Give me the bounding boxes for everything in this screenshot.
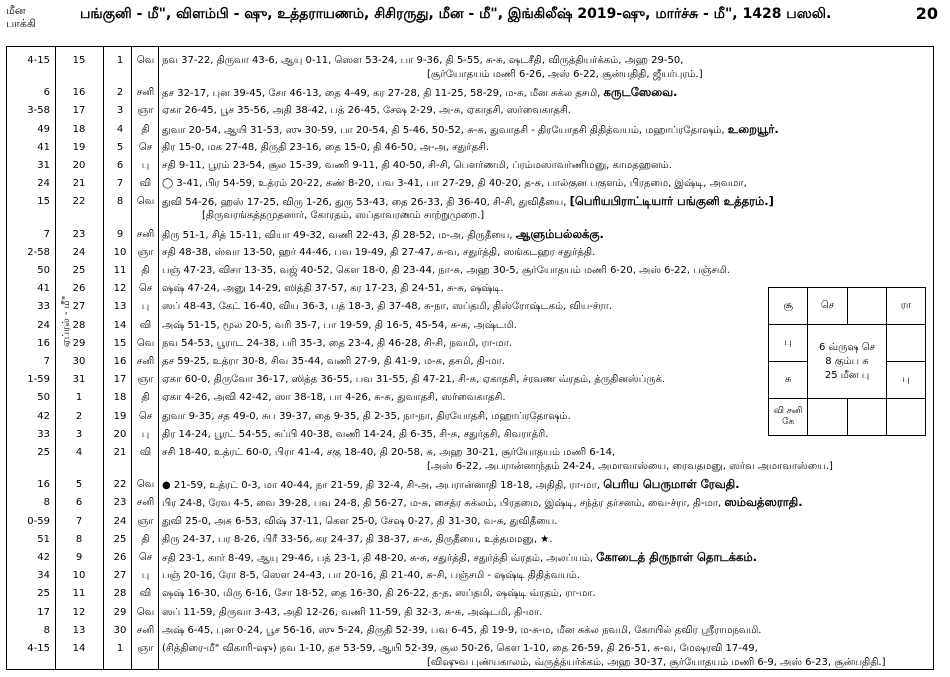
panchang-text: சசி 18-40, உத்ரட் 60-0, பிரா 41-4, சகு 18-40, தி 20-58, சு, அஹ 30-21, சூர்யோதயம் மணி 6-14, — [162, 447, 616, 458]
weekday-cell: வெ — [136, 196, 155, 208]
english-date-cell: 13 — [72, 624, 86, 636]
weekday-cell: சனி — [136, 624, 155, 636]
tamil-date-cell: 2 — [116, 87, 124, 99]
highlight-text: ஆளும்பல்லக்கு. — [515, 226, 604, 241]
mina-baki-cell: 25 — [37, 447, 50, 458]
mina-baki-cell: 8 — [43, 497, 50, 509]
panchang-text: துவி 25-0, அசு 6-53, விஷ் 37-11, கௌ 25-0, சேஷ 0-27, தி 31-30, வ-சு, துவிதீயை. — [162, 515, 558, 527]
row-note: [சூர்யோதயம் மணி 6-26, அஸ் 6-22, சூன்யதிதி, ஜீயர்புரம்.] — [427, 69, 703, 80]
weekday-cell: வெ — [136, 337, 155, 349]
weekday-cell: தி — [141, 123, 150, 135]
tamil-date-cell: 7 — [116, 178, 124, 190]
tamil-date-cell: 1 — [116, 643, 124, 654]
weekday-cell: வெ — [136, 606, 155, 618]
weekday-cell: பு — [141, 160, 150, 171]
tamil-date-cell: 13 — [113, 301, 127, 313]
page-number: 20 — [915, 4, 938, 23]
english-date-cell: 23 — [72, 228, 86, 240]
rasi-cell: செ — [808, 288, 847, 325]
mina-baki-cell: 42 — [37, 552, 50, 563]
tamil-date-cell: 18 — [113, 392, 127, 404]
weekday-cell: வெ — [136, 55, 155, 66]
row-note: [அஸ் 6-22, அபரான்னாந்தம் 24-24, அமாவாஸ்யை, ரைவதமனு, ஸர்வ அமாவாஸ்யை.] — [427, 461, 833, 472]
weekday-cell: சனி — [136, 497, 155, 509]
panchang-text: ஏகா 60-0, திருவோ 36-17, ஸித்த 36-55, பவ 31-55, தி 47-21, சி-சு, ஏகாதசி, ச்ரவண வ்ரதம், த்ருதினஸ்ப்ருக். — [162, 374, 666, 386]
tamil-date-cell: 25 — [113, 533, 127, 545]
header-left — [6, 4, 66, 30]
highlight-text: கருடஸேவை. — [603, 85, 678, 100]
weekday-cell: சனி — [136, 87, 155, 99]
panchang-text: ◯ 3-41, பிர 54-59, உத்ரம் 20-22, கண் 8-20, பவ 3-41, பா 27-29, தி 40-20, த-சு, பால்குன பகுளம், பிரதமை, இஷ்டி, அவமா, — [162, 178, 747, 190]
panchang-text: ஸப் 48-43, கேட் 16-40, விய 36-3, பத் 18-3, தி 37-48, சு-நா, ஸப்தமி, திஸ்ரோஷ்டகம், விய-ச்ரா. — [162, 301, 613, 313]
english-date-cell: 14 — [72, 643, 86, 654]
header-left-line1: மீன — [6, 4, 26, 17]
mina-baki-cell: 16 — [37, 479, 50, 491]
weekday-cell: ஞா — [137, 374, 154, 386]
english-date-cell: 27 — [72, 301, 86, 313]
weekday-cell: வி — [139, 319, 152, 331]
english-date-cell: 18 — [72, 123, 86, 135]
mina-baki-cell: 50 — [37, 265, 50, 276]
english-date-cell: 5 — [75, 479, 83, 491]
mina-baki-cell: 25 — [37, 588, 50, 600]
panchang-text: நவ 37-22, திருவா 43-6, ஆயு 0-11, ஸெள 53-24, பா 9-36, தி 5-55, சு-சு, ஷடசீதி, விருத்தியர்க்கம், அஹ 29-50, — [162, 55, 684, 66]
header-left-line2: பாக்கி — [6, 17, 36, 30]
panchang-text: (சித்திரை-மீ" விகாரி-ஷு) நவ 1-10, தச 53-59, ஆயி 52-39, சூல 50-26, கௌ 1-10, தை 26-59, தி 26-51, சு-வ, மேஷரவி 17-49, — [162, 643, 758, 654]
mina-baki-cell: 41 — [37, 141, 50, 153]
panchang-main-text: துவா 20-54, ஆயி 31-53, ஸு 30-59, பா 20-54, தி 5-46, 50-52, சு-சு, துவாதசி - திரயோதசி திதித்வயம், மஹாப்ரதோஷம், — [162, 124, 725, 136]
panchang-text: சதி 9-11, பூரம் 23-54, சூல 15-39, வணி 9-11, தி 40-50, சி-சி, பௌர்ணமி, ப்ரம்மஸாவர்ணிமனு, காமதஹனம். — [162, 160, 672, 171]
panchang-text: ஷஷ் 16-30, மிரு 6-16, சோ 18-52, தை 16-30, தி 26-22, த-த, ஸப்தமி, ஷஷ்டி வ்ரதம், ரா-மா. — [162, 588, 596, 600]
panchang-text: திரு 24-37, பர 8-26, பிரீ 33-56, கர 24-37, தி 38-37, சு-சு, திருதீயை, உத்தமமனு, ★. — [162, 533, 553, 545]
weekday-cell: செ — [138, 410, 153, 422]
mina-baki-cell: 3-58 — [27, 105, 50, 117]
rasi-center-line: 6 வ்ருஷ செ — [819, 341, 876, 353]
weekday-cell: பு — [141, 570, 150, 582]
mina-baki-cell: 41 — [37, 283, 50, 295]
mina-baki-cell: 50 — [37, 392, 50, 404]
english-date-cell: 25 — [72, 265, 86, 276]
panchang-text: ஏகா 4-26, அவி 42-42, ஸா 38-18, பா 4-26, சு-சு, துவாதசி, ஸர்வைகாதசி. — [162, 392, 506, 404]
weekday-cell: செ — [138, 283, 153, 295]
tamil-date-cell: 4 — [116, 123, 124, 135]
panchang-text: சதி 48-38, ஸ்வா 13-50, ஹர் 44-46, பவ 19-49, தி 27-47, சு-வ, சதுர்த்தி, ஸங்கடஹர சதுர்த்தி. — [162, 246, 596, 258]
rasi-cell — [886, 325, 925, 362]
panchang-main-text: தச 32-17, புன 39-45, சோ 46-13, தை 4-49, கர 27-28, தி 11-25, 58-29, ம-சு, மீன சுக்ல தசமி, — [162, 88, 601, 100]
weekday-cell: வி — [139, 588, 152, 600]
mina-baki-cell: 7 — [43, 356, 50, 367]
highlight-text: பெரிய பெருமாள் ரேவதி. — [603, 477, 740, 492]
panchang-text: அஷ் 6-45, புன 0-24, பூச 56-16, ஸு 5-24, திருதி 52-39, பவ 6-45, தி 19-9, ம-சு-ம, மீன சுக்ல நவமி, கோயில் தவிர ஸ்ரீராமநவமி. — [162, 624, 762, 636]
english-date-cell: 20 — [72, 160, 86, 171]
english-date-cell: 28 — [72, 319, 86, 331]
mina-baki-cell: 42 — [37, 410, 50, 422]
tamil-date-cell: 15 — [113, 337, 127, 349]
weekday-cell: தி — [141, 533, 150, 545]
weekday-cell: வி — [139, 447, 152, 458]
english-date-cell: 10 — [72, 570, 86, 582]
english-date-cell: 17 — [72, 105, 86, 117]
tamil-date-cell: 23 — [113, 497, 127, 509]
tamil-date-cell: 16 — [113, 356, 127, 367]
weekday-cell: சனி — [136, 356, 155, 367]
weekday-cell: ஞா — [137, 246, 154, 258]
panchang-text: திர 15-0, மக 27-48, திருதி 23-16, தை 15-0, தி 46-50, அ-அ, சதுர்தசி. — [162, 141, 490, 153]
mina-baki-cell: 8 — [43, 624, 50, 636]
tamil-date-cell: 6 — [116, 160, 124, 171]
calendar-table — [6, 46, 934, 670]
tamil-date-cell: 28 — [113, 588, 127, 600]
row-note: [விஷுவ புண்யகாலம், வ்ருத்த்யர்க்கம், அஹ 30-37, சூர்யோதயம் மணி 6-9, அஸ் 6-23, சூன்யதிதி.] — [427, 657, 886, 668]
rasi-cell: பு — [769, 325, 808, 362]
english-date-cell: 11 — [72, 588, 86, 600]
weekday-cell: சனி — [136, 228, 155, 240]
highlight-text: ஸம்வத்ஸராதி. — [724, 495, 803, 510]
english-date-cell: 29 — [72, 337, 86, 349]
tamil-date-cell: 20 — [113, 428, 127, 440]
panchang-text: பஞ் 20-16, ரோ 8-5, ஸெள 24-43, பா 20-16, தி 21-40, சு-சி, பஞ்சமி - ஷஷ்டி திதித்வயம். — [162, 570, 580, 582]
panchang-text: ஏகா 26-45, பூச 35-56, அதி 38-42, பத் 26-45, சேஷ 2-29, அ-சு, ஏகாதசி, ஸர்வைகாதசி. — [162, 105, 571, 117]
weekday-cell: தி — [141, 392, 150, 404]
tamil-date-cell: 27 — [113, 570, 127, 582]
mina-baki-cell: 31 — [37, 160, 50, 171]
tamil-date-cell: 14 — [113, 319, 127, 331]
mina-baki-cell: 34 — [37, 570, 50, 582]
english-date-cell: 4 — [75, 447, 83, 458]
panchang-text: தச 59-25, உத்ரா 30-8, சிவ 35-44, வணி 27-9, தி 41-9, ம-சு, தசமி, தி-மா. — [162, 356, 505, 367]
mina-baki-cell: 6 — [43, 87, 50, 99]
mina-baki-cell: 17 — [37, 606, 50, 618]
highlight-text: உறையூர். — [727, 121, 779, 136]
highlight-text: கோடைத் திருநாள் தொடக்கம். — [596, 550, 757, 564]
weekday-cell: ஞா — [137, 105, 154, 117]
weekday-cell: தி — [141, 265, 150, 276]
english-date-cell: 8 — [75, 533, 83, 545]
rasi-cell: பு — [886, 362, 925, 399]
tamil-date-cell: 29 — [113, 606, 127, 618]
page-title: பங்குனி - மீ", விளம்பி - ஷு, உத்தராயணம், சிசிரருது, மீன - மீ", இங்கிலீஷ் 2019-ஷு, மார்ச்சு - மீ", 1428 பஸலி. — [80, 6, 832, 22]
tamil-date-cell: 3 — [116, 105, 124, 117]
panchang-text: ஷஷ் 47-24, அனு 14-29, ஸித்தி 37-57, கர 17-23, தி 24-51, சு-சு, ஷஷ்டி. — [162, 283, 504, 295]
english-date-cell: 31 — [72, 374, 86, 386]
weekday-cell: பு — [141, 301, 150, 313]
mina-baki-cell: 24 — [37, 319, 50, 331]
english-date-cell: 24 — [72, 246, 86, 258]
weekday-cell: ஞா — [137, 515, 154, 527]
mina-baki-cell: 24 — [37, 178, 50, 190]
mina-baki-cell: 16 — [37, 337, 50, 349]
mina-baki-cell: 33 — [37, 428, 50, 440]
rasi-cell: வி சனி கே — [769, 399, 808, 436]
english-date-cell: 3 — [75, 428, 83, 440]
english-date-cell: 12 — [72, 606, 86, 618]
panchang-main-text: ● 21-59, உத்ரட் 0-3, மா 40-44, நா 21-59, தி 32-4, சி-அ, அபரான்னாதி 18-18, அதிதி, ரா-மா, — [162, 480, 600, 492]
panchang-text: அஷ் 51-15, மூல 20-5, வரி 35-7, பா 19-59, தி 16-5, 45-54, சு-சு, அஷ்டமி. — [162, 319, 517, 331]
rasi-center-line: 8 கும்ப சு — [825, 355, 869, 367]
tamil-date-cell: 11 — [113, 265, 127, 276]
tamil-date-cell: 17 — [113, 374, 127, 386]
tamil-date-cell: 26 — [113, 552, 127, 563]
rasi-center — [808, 325, 887, 399]
rasi-cell: சூ — [769, 288, 808, 325]
english-date-cell: 22 — [72, 196, 86, 208]
mina-baki-cell: 0-59 — [27, 515, 50, 527]
tamil-date-cell: 21 — [113, 447, 127, 458]
tamil-date-cell: 9 — [116, 228, 124, 240]
tamil-date-cell: 12 — [113, 283, 127, 295]
tamil-date-cell: 5 — [116, 141, 124, 153]
mina-baki-cell: 2-58 — [27, 246, 50, 258]
mina-baki-cell: 15 — [37, 196, 50, 208]
english-date-cell: 19 — [72, 141, 86, 153]
english-date-cell: 21 — [72, 178, 86, 190]
panchang-text: திர 14-24, பூரட் 54-55, சுப்பி 40-38, வணி 14-24, தி 6-35, சி-சு, சதுர்தசி, சிவராத்ரி. — [162, 428, 549, 440]
weekday-cell: பு — [141, 428, 150, 440]
english-date-cell: 30 — [72, 356, 86, 367]
mina-baki-cell: 33 — [37, 301, 50, 313]
english-date-cell: 7 — [75, 515, 83, 527]
weekday-cell: செ — [138, 552, 153, 563]
english-date-cell: 15 — [72, 55, 86, 66]
panchang-text: நவ 54-53, பூராட 24-38, பரி 35-3, தை 23-4, தி 46-28, சி-சி, நவமி, ரா-மா. — [162, 337, 513, 349]
english-date-cell: 26 — [72, 283, 86, 295]
panchang-text: ஸப் 11-59, திருவா 3-43, அதி 12-26, வணி 11-59, தி 32-3, சு-சு, அஷ்டமி, தி-மா. — [162, 606, 543, 618]
april-label: ஏப்ரல் - மீ" — [61, 295, 72, 347]
highlight-text: [பெரியபிராட்டியார் பங்குனி உத்தரம்.] — [569, 194, 774, 209]
tamil-date-cell: 24 — [113, 515, 127, 527]
rasi-cell: சு — [769, 362, 808, 399]
panchang-main-text: திரு 51-1, சித் 15-11, வியா 49-32, வணி 22-43, தி 28-52, ம-அ, திருதீயை, — [162, 229, 513, 241]
weekday-cell: வெ — [136, 479, 155, 491]
panchang-main-text: சதி 23-1, கார் 8-49, ஆயு 29-46, பத் 23-1, தி 48-20, சு-சு, சதுர்த்தி, சதுர்த்தி வ்ரதம், அலப்யம், — [162, 553, 593, 564]
weekday-cell: ஞா — [137, 643, 154, 654]
tamil-date-cell: 1 — [116, 55, 124, 66]
tamil-date-cell: 8 — [116, 196, 124, 208]
tamil-date-cell: 19 — [113, 410, 127, 422]
mina-baki-cell: 4-15 — [27, 643, 50, 654]
weekday-cell: செ — [138, 141, 153, 153]
panchang-text: பஞ் 47-23, விசா 13-35, வஜ் 40-52, கௌ 18-0, தி 23-44, நா-சு, அஹ 30-5, சூர்யோதயம் மணி 6-20, அஸ் 6-22, பஞ்சமி. — [162, 265, 730, 276]
row-note: [திருவரங்கத்தமுதனார், கோரதம், ஸப்தாவரணம் சாற்றுமுறை.] — [202, 210, 485, 222]
tamil-date-cell: 30 — [113, 624, 127, 636]
english-date-cell: 6 — [75, 497, 83, 509]
mina-baki-cell: 49 — [37, 123, 50, 135]
panchang-main-text: துவி 54-26, ஹஸ் 17-25, விரு 1-26, துரு 53-43, தை 26-33, தி 36-40, சி-சி, துவிதீயை, — [162, 197, 567, 209]
mina-baki-cell: 1-59 — [27, 374, 50, 386]
english-date-cell: 1 — [75, 392, 83, 404]
english-date-cell: 16 — [72, 87, 86, 99]
weekday-cell: வி — [139, 178, 152, 190]
mina-baki-cell: 7 — [43, 228, 50, 240]
english-date-cell: 2 — [75, 410, 83, 422]
mina-baki-cell: 4-15 — [27, 55, 50, 66]
rasi-cell: ரா — [886, 288, 925, 325]
panchang-text: துவா 9-35, சத 49-0, சுப 39-37, தை 9-35, தி 2-35, நா-நா, திரயோதசி, மஹாப்ரதோஷம். — [162, 410, 571, 422]
english-date-cell: 9 — [75, 552, 83, 563]
tamil-date-cell: 10 — [113, 246, 127, 258]
rasi-center-line: 25 மீன பு — [824, 369, 870, 381]
panchang-main-text: பிர 24-8, ரேவ 4-5, வை 39-28, பவ 24-8, தி 56-27, ம-சு, சைத்ர சுக்லம், பிரதமை, இஷ்டி, சந்த்ர தர்சனம், வை-ச்ரா, தி-மா, — [162, 498, 722, 510]
tamil-date-cell: 22 — [113, 479, 127, 491]
mina-baki-cell: 51 — [37, 533, 50, 545]
